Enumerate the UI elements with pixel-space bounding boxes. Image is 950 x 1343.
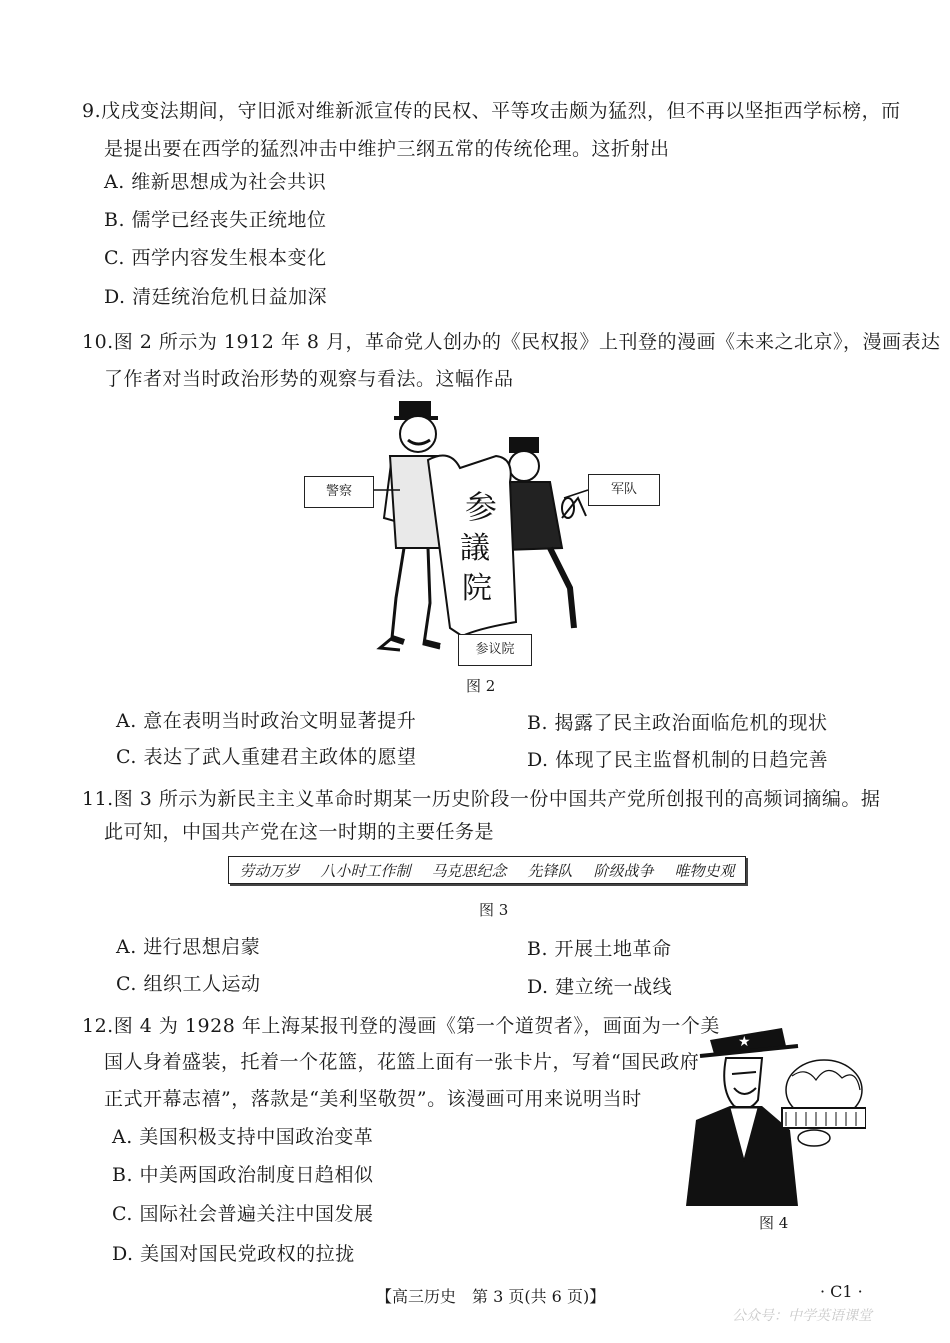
figure-3-word-bar [228, 856, 746, 884]
q10-option-d: D. 体现了民主监督机制的日趋完善 [527, 749, 829, 771]
q9-option-a: A. 维新思想成为社会共识 [104, 171, 327, 193]
page-footer: 【高三历史 第 3 页(共 6 页)】 [376, 1287, 606, 1306]
q12-option-b: B. 中美两国政治制度日趋相似 [112, 1164, 374, 1186]
q12-option-d: D. 美国对国民党政权的拉拢 [112, 1243, 355, 1265]
figure-2-cartoon [300, 398, 660, 670]
page-code: · C1 · [820, 1282, 863, 1301]
q10-stem-line2: 了作者对当时政治形势的观察与看法。这幅作品 [104, 368, 514, 390]
q11-stem-line1: 11.图 3 所示为新民主主义革命时期某一历史阶段一份中国共产党所创报刊的高频词摘编。据 [82, 788, 881, 810]
word-4: 先锋队 [527, 861, 573, 880]
q9-stem-line2: 是提出要在西学的猛烈冲击中维护三纲五常的传统伦理。这折射出 [104, 138, 670, 160]
figure-4-caption: 图 4 [759, 1214, 789, 1232]
banner-char-1: 参 [465, 488, 498, 526]
figure-2-caption: 图 2 [466, 677, 496, 695]
word-1: 劳动万岁 [239, 861, 300, 880]
q10-option-c: C. 表达了武人重建君主政体的愿望 [116, 746, 417, 768]
callout-senate: 参议院 [458, 634, 532, 666]
figure-4-cartoon [686, 1010, 866, 1206]
q11-option-a: A. 进行思想启蒙 [116, 936, 261, 958]
cartoon-illustration [300, 398, 660, 670]
callout-police: 警察 [304, 476, 374, 508]
q11-stem-line2: 此可知，中国共产党在这一时期的主要任务是 [104, 821, 495, 843]
q12-option-c: C. 国际社会普遍关注中国发展 [112, 1203, 374, 1225]
q10-option-b: B. 揭露了民主政治面临危机的现状 [527, 712, 828, 734]
q9-option-d: D. 清廷统治危机日益加深 [104, 286, 328, 308]
figure-3-caption: 图 3 [479, 901, 509, 919]
q9-option-c: C. 西学内容发生根本变化 [104, 247, 327, 269]
callout-army: 军队 [588, 474, 660, 506]
q11-option-c: C. 组织工人运动 [116, 973, 261, 995]
word-5: 阶级战争 [593, 861, 654, 880]
q10-stem-line1: 10.图 2 所示为 1912 年 8 月，革命党人创办的《民权报》上刊登的漫画《未来之北京》，漫画表达 [82, 331, 941, 353]
q11-option-d: D. 建立统一战线 [527, 976, 673, 998]
q12-option-a: A. 美国积极支持中国政治变革 [112, 1126, 374, 1148]
q9-stem-line1: 9.戊戌变法期间，守旧派对维新派宣传的民权、平等攻击颇为猛烈，但不再以坚拒西学标榜，而 [82, 100, 901, 122]
q12-stem-line3: 正式开幕志禧”，落款是“美利坚敬贺”。该漫画可用来说明当时 [104, 1088, 642, 1110]
banner-char-3: 院 [462, 571, 492, 606]
q12-stem-line2: 国人身着盛装，托着一个花篮，花篮上面有一张卡片，写着“国民政府 [104, 1051, 700, 1073]
q12-stem-line1: 12.图 4 为 1928 年上海某报刊登的漫画《第一个道贺者》，画面为一个美 [82, 1015, 720, 1037]
word-3: 马克思纪念 [431, 861, 507, 880]
q11-option-b: B. 开展土地革命 [527, 938, 672, 960]
banner-char-2: 議 [460, 531, 490, 566]
svg-text:★: ★ [738, 1034, 751, 1050]
q10-option-a: A. 意在表明当时政治文明显著提升 [116, 710, 417, 732]
word-2: 八小时工作制 [320, 861, 411, 880]
watermark: 公众号：中学英语课堂 [732, 1308, 872, 1324]
cartoon-american-illustration [686, 1010, 866, 1206]
q9-option-b: B. 儒学已经丧失正统地位 [104, 209, 327, 231]
word-6: 唯物史观 [674, 861, 735, 880]
